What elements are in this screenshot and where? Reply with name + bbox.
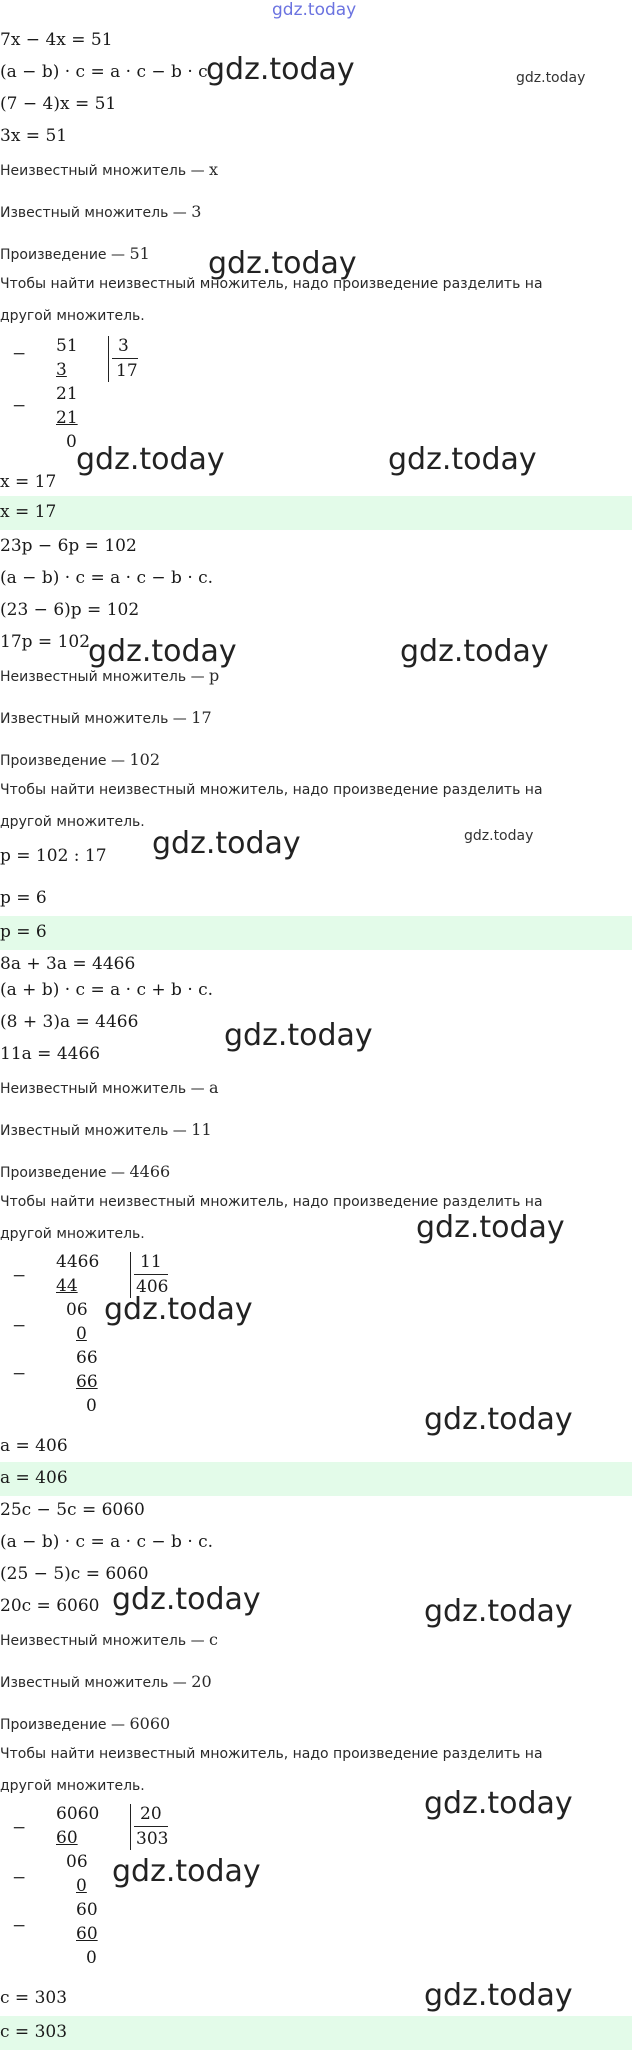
ex1-rule-line1: Чтобы найти неизвестный множитель, надо произведение разделить на [0,276,543,292]
ex2-rule-line2: другой множитель. [0,814,145,830]
ex4-result: c = 303 [0,1988,68,2008]
ex3-unknown: Неизвестный множитель — a [0,1078,219,1097]
ex2-distributive-rule: (a − b) · c = a · c − b · c. [0,568,214,588]
top-watermark[interactable]: gdz.today [272,0,357,20]
divisor: 11 [140,1252,162,1272]
watermark: gdz.today [424,1594,573,1629]
final-remainder: 0 [86,1948,97,1968]
step-subtrahend: 0 [76,1876,87,1896]
ex2-simplified: 17p = 102 [0,632,91,652]
ex4-product: Произведение — 6060 [0,1714,171,1733]
dividend: 6060 [56,1804,100,1824]
minus-sign: − [12,1266,27,1286]
ex4-answer: c = 303 [0,2022,68,2042]
step-subtrahend: 66 [76,1372,98,1392]
step-subtrahend: 3 [56,360,67,380]
step-subtrahend: 21 [56,408,78,428]
watermark: gdz.today [400,634,549,669]
watermark: gdz.today [76,442,225,477]
ex1-equation: 7x − 4x = 51 [0,30,113,50]
ex1-rule-line2: другой множитель. [0,308,145,324]
ex2-rule-line1: Чтобы найти неизвестный множитель, надо произведение разделить на [0,782,543,798]
ex2-result: p = 6 [0,888,47,908]
ex4-factored: (25 − 5)c = 6060 [0,1564,149,1584]
quotient: 303 [136,1829,169,1849]
ex4-known: Известный множитель — 20 [0,1672,212,1691]
division-bracket [130,1804,131,1850]
ex2-unknown: Неизвестный множитель — p [0,666,220,685]
ex4-rule-line2: другой множитель. [0,1778,145,1794]
watermark: gdz.today [424,1978,573,2013]
ex3-answer-highlight [0,1462,632,1496]
ex3-rule-line1: Чтобы найти неизвестный множитель, надо произведение разделить на [0,1194,543,1210]
watermark: gdz.today [424,1402,573,1437]
ex1-factored: (7 − 4)x = 51 [0,94,117,114]
watermark: gdz.today [208,246,357,281]
ex3-equation: 8a + 3a = 4466 [0,954,136,974]
dividend: 51 [56,336,78,356]
divisor: 3 [118,336,129,356]
step-remainder: 60 [76,1900,98,1920]
watermark: gdz.today [112,1854,261,1889]
ex4-distributive-rule: (a − b) · c = a · c − b · c. [0,1532,214,1552]
step-remainder: 21 [56,384,78,404]
ex4-equation: 25c − 5c = 6060 [0,1500,145,1520]
minus-sign: − [12,1868,27,1888]
step-remainder: 66 [76,1348,98,1368]
watermark: gdz.today [104,1292,253,1327]
ex2-equation: 23p − 6p = 102 [0,536,137,556]
watermark: gdz.today [112,1582,261,1617]
minus-sign: − [12,1818,27,1838]
ex3-product: Произведение — 4466 [0,1162,171,1181]
ex1-unknown: Неизвестный множитель — x [0,160,219,179]
quotient: 406 [136,1277,169,1297]
divisor: 20 [140,1804,162,1824]
step-remainder: 06 [66,1852,88,1872]
ex1-product: Произведение — 51 [0,244,150,263]
divisor-line [134,1274,168,1275]
watermark: gdz.today [206,52,355,87]
step-subtrahend: 44 [56,1276,78,1296]
ex2-answer-highlight [0,916,632,950]
divisor-line [112,358,138,359]
ex3-simplified: 11a = 4466 [0,1044,101,1064]
ex2-answer: p = 6 [0,922,47,942]
final-remainder: 0 [66,432,77,452]
minus-sign: − [12,344,27,364]
ex2-factored: (23 − 6)p = 102 [0,600,140,620]
watermark: gdz.today [416,1210,565,1245]
minus-sign: − [12,1316,27,1336]
ex2-division-calc: p = 102 : 17 [0,846,107,866]
division-bracket [108,336,109,382]
minus-sign: − [12,1364,27,1384]
step-subtrahend: 60 [56,1828,78,1848]
final-remainder: 0 [86,1396,97,1416]
ex2-product: Произведение — 102 [0,750,160,769]
watermark: gdz.today [516,70,586,86]
minus-sign: − [12,396,27,416]
ex1-result: x = 17 [0,472,57,492]
ex3-result: a = 406 [0,1436,68,1456]
step-remainder: 06 [66,1300,88,1320]
ex4-simplified: 20c = 6060 [0,1596,100,1616]
quotient: 17 [116,361,138,381]
watermark: gdz.today [152,826,301,861]
watermark: gdz.today [224,1018,373,1053]
dividend: 4466 [56,1252,100,1272]
ex2-known: Известный множитель — 17 [0,708,212,727]
ex4-answer-highlight [0,2016,632,2050]
ex1-known: Известный множитель — 3 [0,202,202,221]
ex3-factored: (8 + 3)a = 4466 [0,1012,139,1032]
ex1-distributive-rule: (a − b) · c = a · c − b · c. [0,62,214,82]
ex3-rule-line2: другой множитель. [0,1226,145,1242]
ex3-distributive-rule: (a + b) · c = a · c + b · c. [0,980,214,1000]
ex4-unknown: Неизвестный множитель — c [0,1630,218,1649]
step-subtrahend: 60 [76,1924,98,1944]
watermark: gdz.today [424,1786,573,1821]
ex1-simplified: 3x = 51 [0,126,68,146]
watermark: gdz.today [464,828,534,844]
watermark: gdz.today [88,634,237,669]
ex1-answer: x = 17 [0,502,57,522]
ex3-known: Известный множитель — 11 [0,1120,212,1139]
divisor-line [134,1826,168,1827]
watermark: gdz.today [388,442,537,477]
ex1-answer-highlight [0,496,632,530]
ex4-rule-line1: Чтобы найти неизвестный множитель, надо произведение разделить на [0,1746,543,1762]
ex3-answer: a = 406 [0,1468,68,1488]
minus-sign: − [12,1916,27,1936]
step-subtrahend: 0 [76,1324,87,1344]
